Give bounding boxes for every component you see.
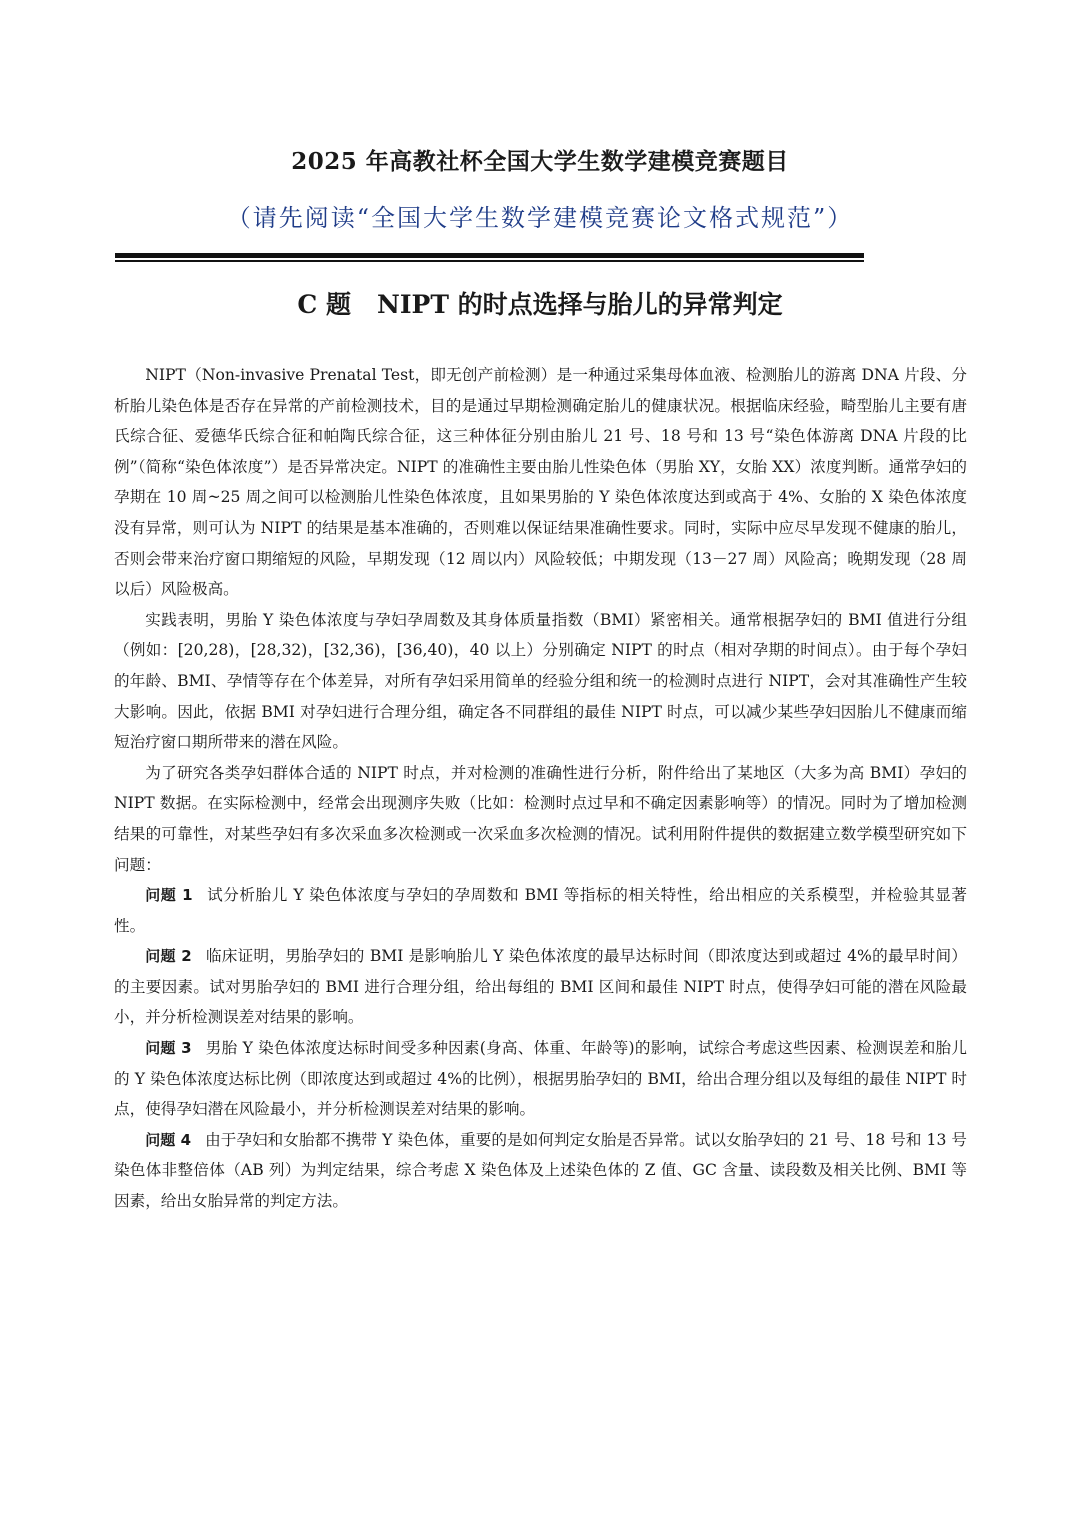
question-3-text: 男胎 Y 染色体浓度达标时间受多种因素(身高、体重、年龄等)的影响，试综合考虑这些因素、检测误差和胎儿的 Y 染色体浓度达标比例（即浓度达到或超过 4%的比例），根据男胎孕妇的 BMI，给出合理分组以及每组的最佳 NIPT 时点，使得孕妇潜在风险最小，并分析检测误差对结果的影响。 bbox=[114, 1039, 967, 1119]
question-4-text: 由于孕妇和女胎都不携带 Y 染色体，重要的是如何判定女胎是否异常。试以女胎孕妇的 21 号、18 号和 13 号染色体非整倍体（AB 列）为判定结果，综合考虑 X 染色体及上述染色体的 Z 值、GC 含量、读段数及相关比例、BMI 等因素，给出女胎异常的判定方法。 bbox=[114, 1130, 967, 1211]
question-1-label: 问题 1 bbox=[145, 886, 193, 905]
problem-code: C 题 bbox=[297, 290, 351, 319]
question-1 bbox=[114, 880, 967, 941]
question-2-label: 问题 2 bbox=[145, 947, 192, 966]
question-2 bbox=[114, 941, 967, 1033]
page-subtitle: （请先阅读“全国大学生数学建模竞赛论文格式规范”） bbox=[226, 204, 854, 232]
problem-body bbox=[114, 360, 967, 1217]
problem-heading bbox=[0, 285, 1080, 321]
problem-name: NIPT 的时点选择与胎儿的异常判定 bbox=[376, 290, 783, 319]
intro-paragraph-1: NIPT（Non-invasive Prenatal Test，即无创产前检测）是一种通过采集母体血液、检测胎儿的游离 DNA 片段、分析胎儿染色体是否存在异常的产前检测技术，目的是通过早期检测确定胎儿的健康状况。根据临床经验，畸型胎儿主要有唐氏综合征、爱德华氏综合征和帕陶氏综合征，这三种体征分别由胎儿 21 号、18 号和 13 号“染色体游离 DNA 片段的比例”（简称“染色体浓度”）是否异常决定。NIPT 的准确性主要由胎儿性染色体（男胎 XY，女胎 XX）浓度判断。通常孕妇的孕期在 10 周~25 周之间可以检测胎儿性染色体浓度，且如果男胎的 Y 染色体浓度达到或高于 4%、女胎的 X 染色体浓度没有异常，则可认为 NIPT 的结果是基本准确的，否则难以保证结果准确性要求。同时，实际中应尽早发现不健康的胎儿，否则会带来治疗窗口期缩短的风险，早期发现（12 周以内）风险较低；中期发现（13－27 周）风险高；晚期发现（28 周以后）风险极高。 bbox=[114, 366, 967, 599]
question-2-text: 临床证明，男胎孕妇的 BMI 是影响胎儿 Y 染色体浓度的最早达标时间（即浓度达到或超过 4%的最早时间）的主要因素。试对男胎孕妇的 BMI 进行合理分组，给出每组的 BMI 区间和最佳 NIPT 时点，使得孕妇可能的潜在风险最小，并分析检测误差对结果的影响。 bbox=[114, 947, 967, 1027]
title-divider-thick bbox=[115, 253, 864, 258]
intro-paragraph-2: 实践表明，男胎 Y 染色体浓度与孕妇孕周数及其身体质量指数（BMI）紧密相关。通常根据孕妇的 BMI 值进行分组（例如：[20,28)，[28,32)，[32,36)，[36,40)，40 以上）分别确定 NIPT 的时点（相对孕期的时间点）。由于每个孕妇的年龄、BMI、孕情等存在个体差异，对所有孕妇采用简单的经验分组和统一的检测时点进行 NIPT，会对其准确性产生较大影响。因此，依据 BMI 对孕妇进行合理分组，确定各不同群组的最佳 NIPT 时点，可以减少某些孕妇因胎儿不健康而缩短治疗窗口期所带来的潜在风险。 bbox=[114, 610, 967, 752]
title-divider-thin bbox=[115, 260, 864, 262]
question-1-text: 试分析胎儿 Y 染色体浓度与孕妇的孕周数和 BMI 等指标的相关特性，给出相应的关系模型，并检验其显著性。 bbox=[114, 886, 967, 935]
question-3 bbox=[114, 1033, 967, 1125]
page-title: 2025 年高教社杯全国大学生数学建模竞赛题目 bbox=[291, 148, 789, 175]
question-3-label: 问题 3 bbox=[145, 1039, 192, 1058]
intro-paragraph-3: 为了研究各类孕妇群体合适的 NIPT 时点，并对检测的准确性进行分析，附件给出了某地区（大多为高 BMI）孕妇的 NIPT 数据。在实际检测中，经常会出现测序失败（比如：检测时点过早和不确定因素影响等）的情况。同时为了增加检测结果的可靠性，对某些孕妇有多次采血多次检测或一次采血多次检测的情况。试利用附件提供的数据建立数学模型研究如下问题： bbox=[114, 763, 967, 874]
question-4 bbox=[114, 1125, 967, 1217]
question-4-label: 问题 4 bbox=[145, 1130, 192, 1149]
